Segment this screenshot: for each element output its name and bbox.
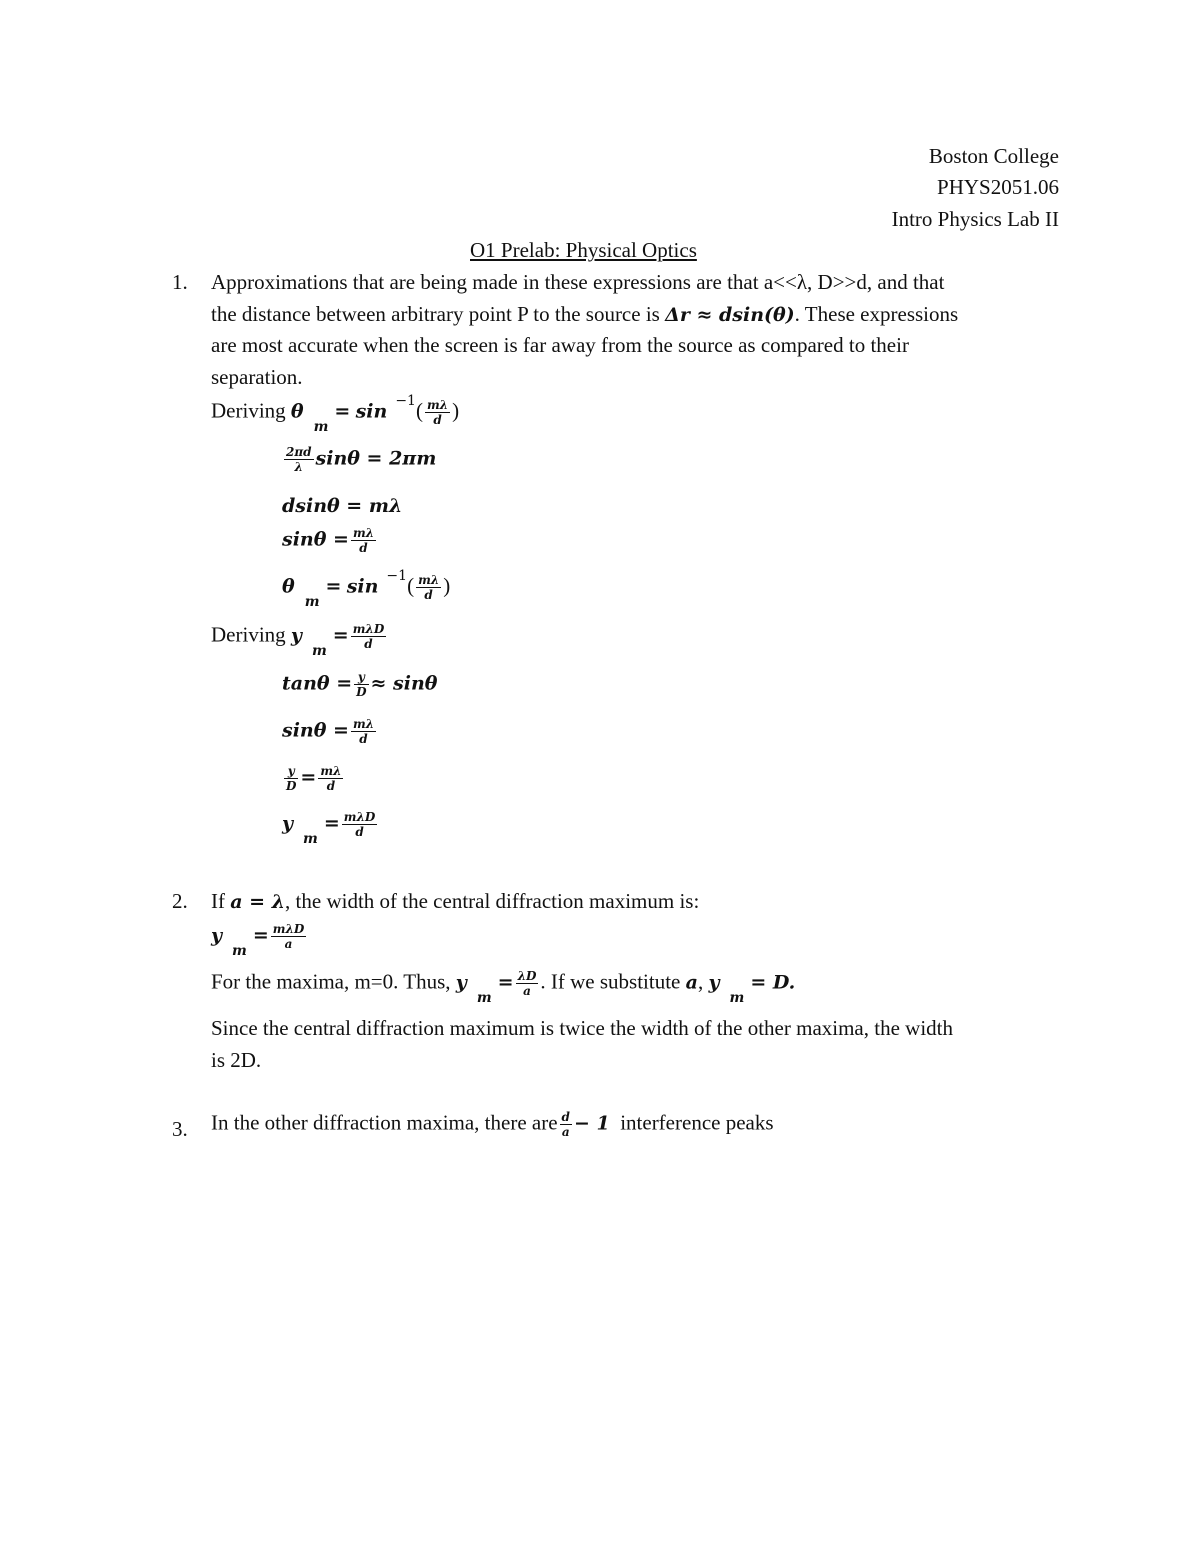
eq-y-m-result: $y_m=$ $\frac{\text{mλD}}{d}$ [282,810,376,848]
q1-line2: the distance between arbitrary point P to the source is Δr ≈ dsin(θ). These expressions [211,302,959,326]
q1-line1: Approximations that are being made in these expressions are that a<<λ, D>>d, and that [211,270,945,294]
eq-sin-theta-2: sinθ = $\frac{m\lambda}{d}$ [282,717,375,746]
eq-sin-theta-1: sinθ = $\frac{m\lambda}{d}$ [282,526,375,555]
q1-number: 1. [172,270,188,294]
eq-dsin: dsinθ = mλ [282,495,403,517]
eq-theta-m-result: $\theta_m= \sin ^{-1}$( $\frac{m\lambda}{d}$ ) [282,568,451,611]
deriving-y-equation: Deriving $y_m=$ $\frac{\text{mλD}}{d}$ [211,622,385,660]
eq-tan-theta: tanθ = $\frac{y}{D}$ ≈ sinθ [282,670,438,699]
q1-line4: separation. [211,365,303,389]
q1-line2-math: Δr ≈ dsin(θ) [665,304,795,326]
q2-line3: For the maxima, m=0. Thus, $y_m=$ $\frac{\lambda D}{a}$ . If we substitute a, $y_m= D$. [211,969,796,1007]
q3-number: 3. [172,1117,188,1141]
q2-line5: is 2D. [211,1048,262,1072]
q1-line3: are most accurate when the screen is far away from the source as compared to their [211,333,909,357]
q2-number: 2. [172,889,188,913]
eq-y-over-D: $\frac{y}{D}$ = $\frac{m\lambda}{d}$ [286,764,342,793]
q2-line1: If a = λ, the width of the central diffraction maximum is: [211,889,700,913]
q2-line4: Since the central diffraction maximum is twice the width of the other maxima, the width [211,1016,953,1040]
page-title: O1 Prelab: Physical Optics [470,238,697,262]
q2-eq-y-m: $y_m=$ $\frac{\text{mλD}}{a}$ [211,922,305,960]
deriving-theta-equation: Deriving $\theta_m= \sin ^{-1}$( $\frac{m\lambda}{d}$ ) [211,393,460,436]
q3-text: In the other diffraction maxima, there are $\frac{d}{a}$ − 1 interference peaks [211,1110,774,1139]
eq-2pid-over-lambda: $\frac{2\pi d}{\lambda}$ sinθ = 2πm [286,445,437,474]
header-course-name: Intro Physics Lab II [891,207,1059,231]
header-institution: Boston College [928,144,1059,168]
header-course-code: PHYS2051.06 [937,175,1059,199]
